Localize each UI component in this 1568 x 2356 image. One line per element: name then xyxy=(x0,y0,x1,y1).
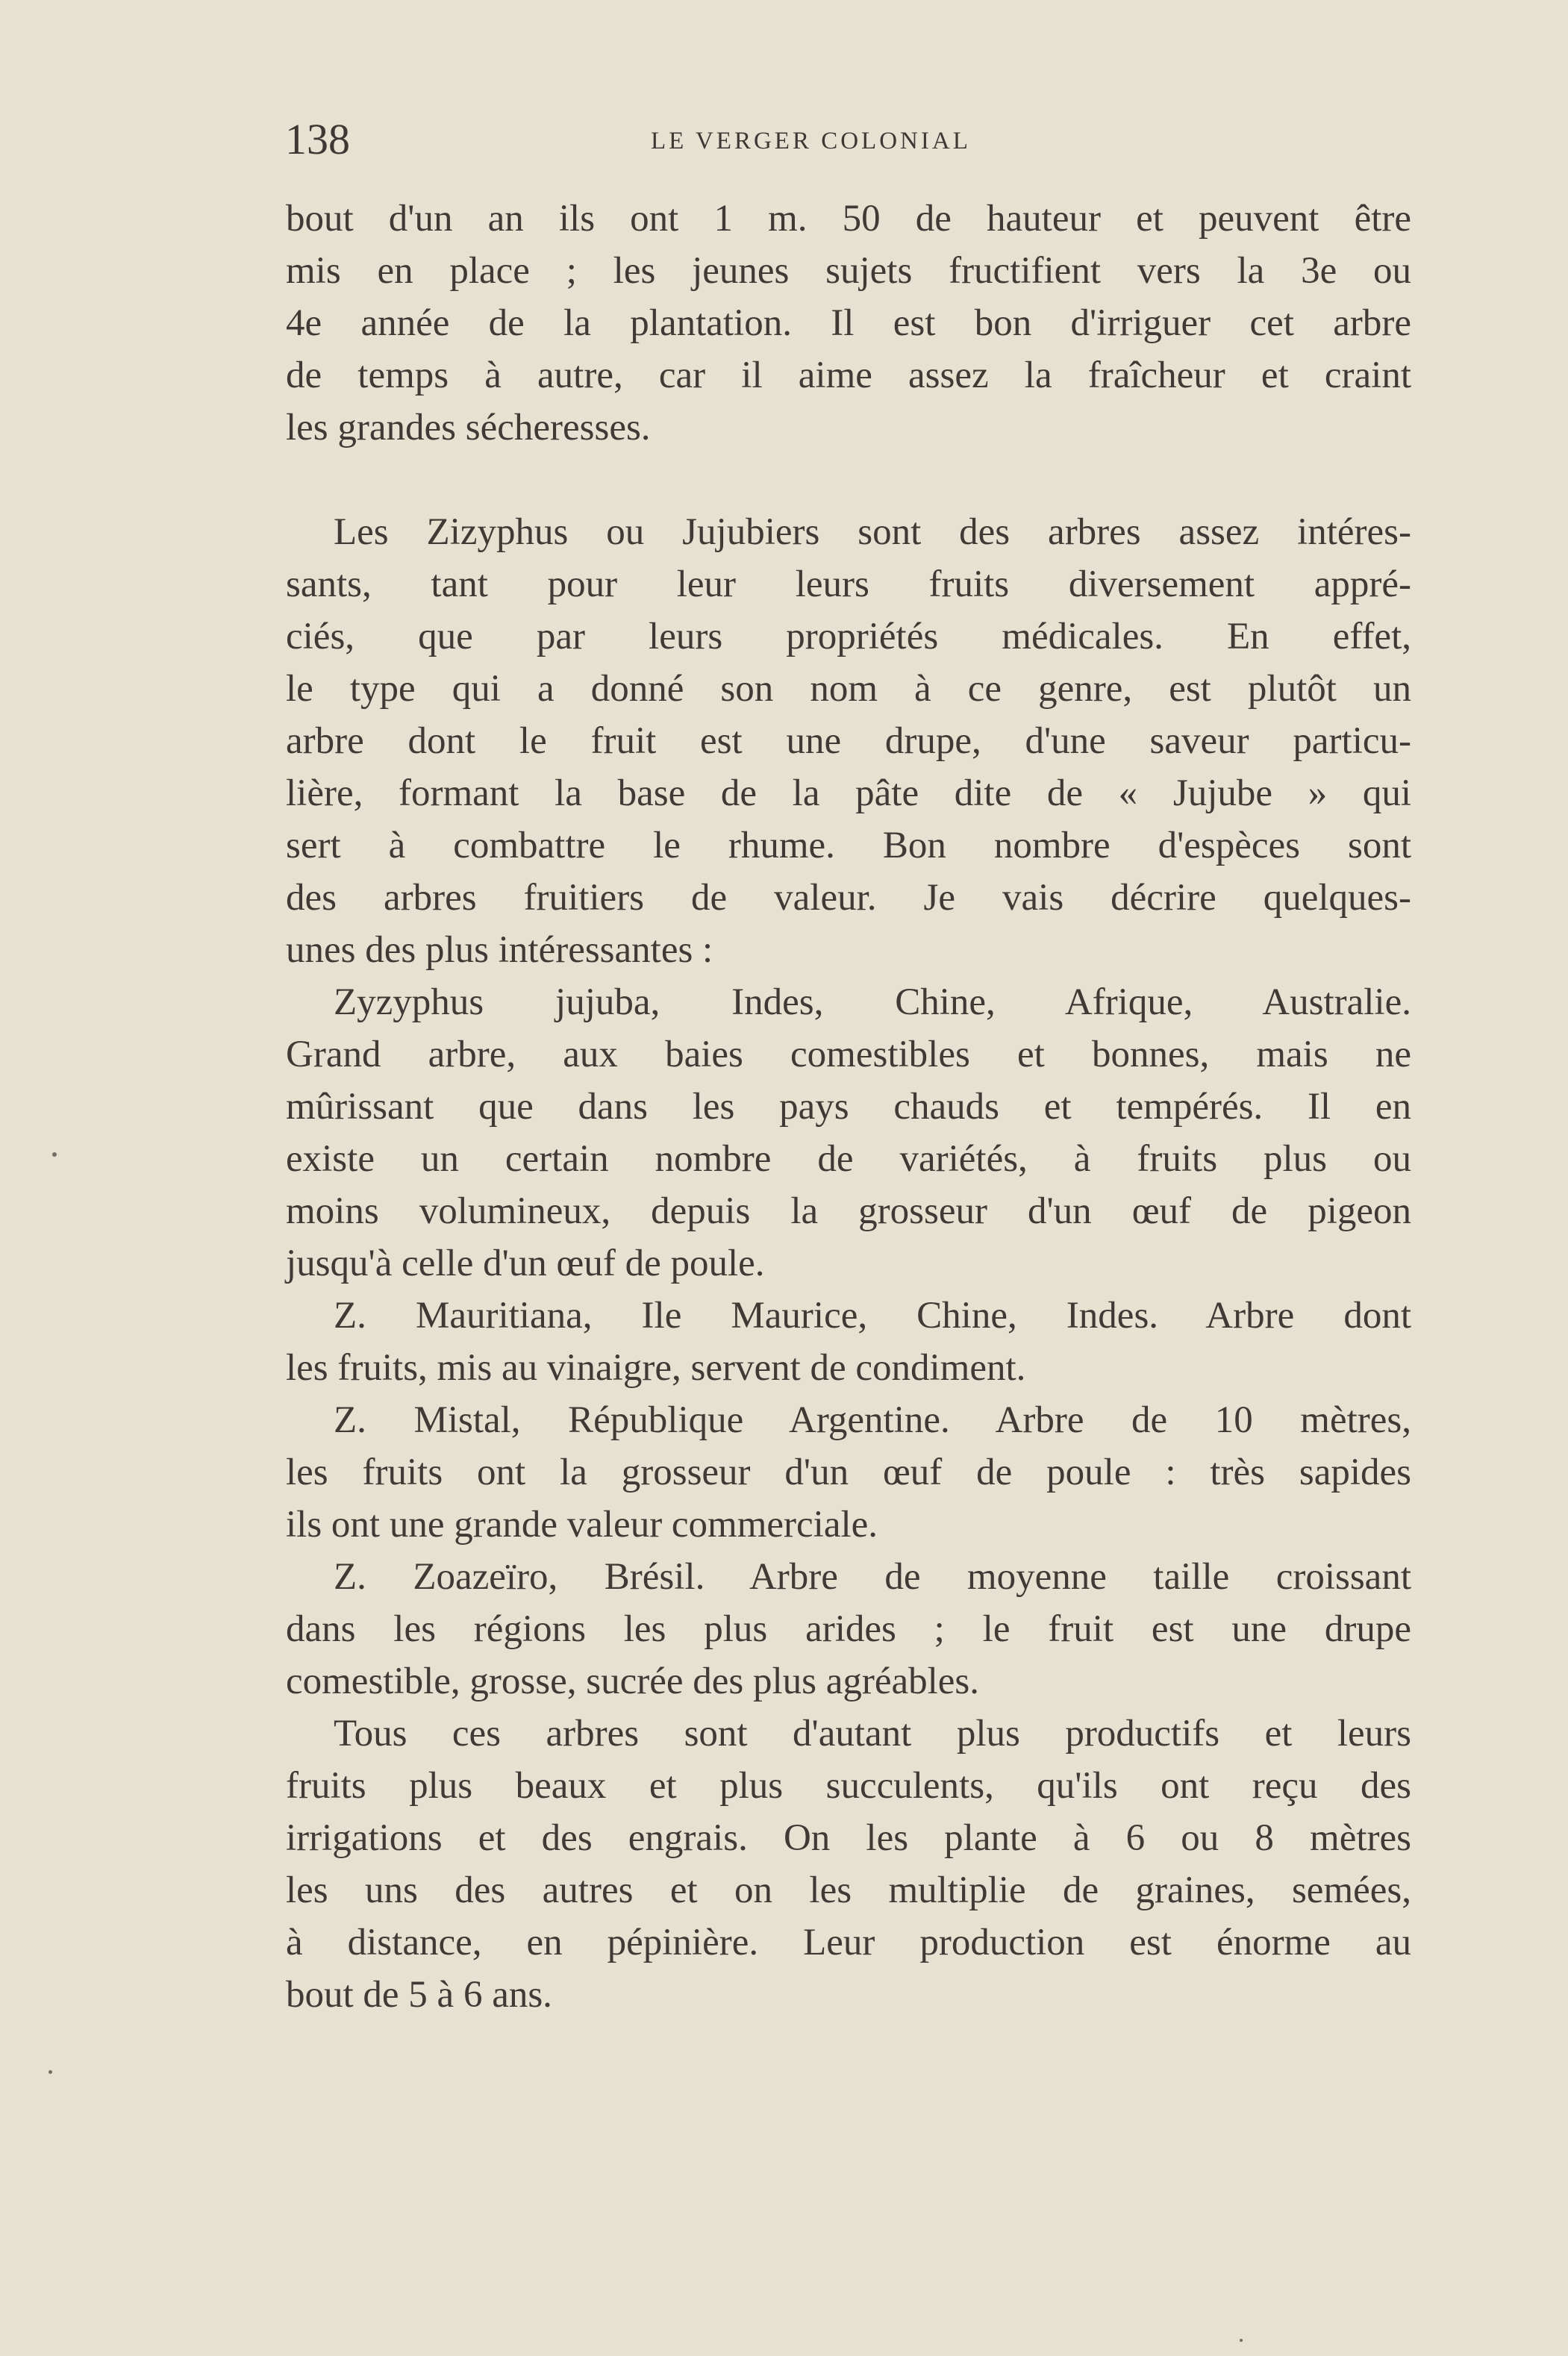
body-text xyxy=(286,193,1411,2021)
text-line: à distance, en pépinière. Leur production est énorme au xyxy=(286,1922,1411,1963)
text-line: les uns des autres et on les multiplie de graines, semées, xyxy=(286,1869,1411,1911)
text-line: Z. Zoazeïro, Brésil. Arbre de moyenne taille croissant xyxy=(334,1556,1411,1598)
paper-speck xyxy=(52,1152,57,1157)
text-line: ils ont une grande valeur commerciale. xyxy=(286,1504,878,1546)
text-line: sert à combattre le rhume. Bon nombre d'espèces sont xyxy=(286,825,1411,866)
text-line: irrigations et des engrais. On les plante à 6 ou 8 mètres xyxy=(286,1817,1411,1859)
text-line: comestible, grosse, sucrée des plus agréables. xyxy=(286,1660,980,1702)
text-line: bout d'un an ils ont 1 m. 50 de hauteur et peuvent être xyxy=(286,198,1411,240)
paper-speck xyxy=(1240,2339,1243,2342)
text-line: Tous ces arbres sont d'autant plus productifs et leurs xyxy=(334,1713,1411,1754)
text-line: les fruits, mis au vinaigre, servent de condiment. xyxy=(286,1347,1026,1389)
text-line: Z. Mistal, République Argentine. Arbre de 10 mètres, xyxy=(334,1399,1411,1441)
text-line: les grandes sécheresses. xyxy=(286,407,651,449)
paragraph-1 xyxy=(286,193,1411,454)
text-line: le type qui a donné son nom à ce genre, est plutôt un xyxy=(286,668,1411,710)
text-line: Grand arbre, aux baies comestibles et bonnes, mais ne xyxy=(286,1034,1411,1075)
text-line: les fruits ont la grosseur d'un œuf de poule : très sapides xyxy=(286,1452,1411,1493)
text-line: unes des plus intéressantes : xyxy=(286,929,713,971)
text-line: lière, formant la base de la pâte dite de « Jujube » qui xyxy=(286,772,1411,814)
text-line: Les Zizyphus ou Jujubiers sont des arbres assez intéres- xyxy=(334,511,1411,553)
paragraph-5 xyxy=(286,1394,1411,1551)
text-line: mis en place ; les jeunes sujets fructifient vers la 3e ou xyxy=(286,250,1411,292)
paragraph-3 xyxy=(286,976,1411,1290)
page-number: 138 xyxy=(285,115,350,163)
text-line: existe un certain nombre de variétés, à fruits plus ou xyxy=(286,1138,1411,1180)
text-line: dans les régions les plus arides ; le fruit est une drupe xyxy=(286,1608,1411,1650)
text-line: 4e année de la plantation. Il est bon d'irriguer cet arbre xyxy=(286,302,1411,344)
paper-speck xyxy=(49,2070,52,2074)
page-header xyxy=(285,113,1412,166)
paragraph-7 xyxy=(286,1707,1411,2021)
text-line: Z. Mauritiana, Ile Maurice, Chine, Indes. Arbre dont xyxy=(334,1295,1411,1337)
paragraph-2 xyxy=(286,506,1411,976)
text-line: moins volumineux, depuis la grosseur d'un œuf de pigeon xyxy=(286,1190,1411,1232)
paragraph-gap xyxy=(286,454,1411,506)
paragraph-6 xyxy=(286,1551,1411,1707)
text-line: mûrissant que dans les pays chauds et tempérés. Il en xyxy=(286,1086,1411,1128)
text-line: de temps à autre, car il aime assez la fraîcheur et craint xyxy=(286,354,1411,396)
text-line: jusqu'à celle d'un œuf de poule. xyxy=(286,1243,765,1284)
text-line: des arbres fruitiers de valeur. Je vais décrire quelques- xyxy=(286,877,1411,919)
text-line: fruits plus beaux et plus succulents, qu'ils ont reçu des xyxy=(286,1765,1411,1807)
text-line: bout de 5 à 6 ans. xyxy=(286,1974,552,2016)
text-line: ciés, que par leurs propriétés médicales. En effet, xyxy=(286,616,1411,657)
text-line: arbre dont le fruit est une drupe, d'une saveur particu- xyxy=(286,720,1411,762)
text-line: sants, tant pour leur leurs fruits diversement appré- xyxy=(286,563,1411,605)
text-line: Zyzyphus jujuba, Indes, Chine, Afrique, Australie. xyxy=(334,981,1411,1023)
running-title: LE VERGER COLONIAL xyxy=(651,128,971,154)
paragraph-4 xyxy=(286,1290,1411,1394)
